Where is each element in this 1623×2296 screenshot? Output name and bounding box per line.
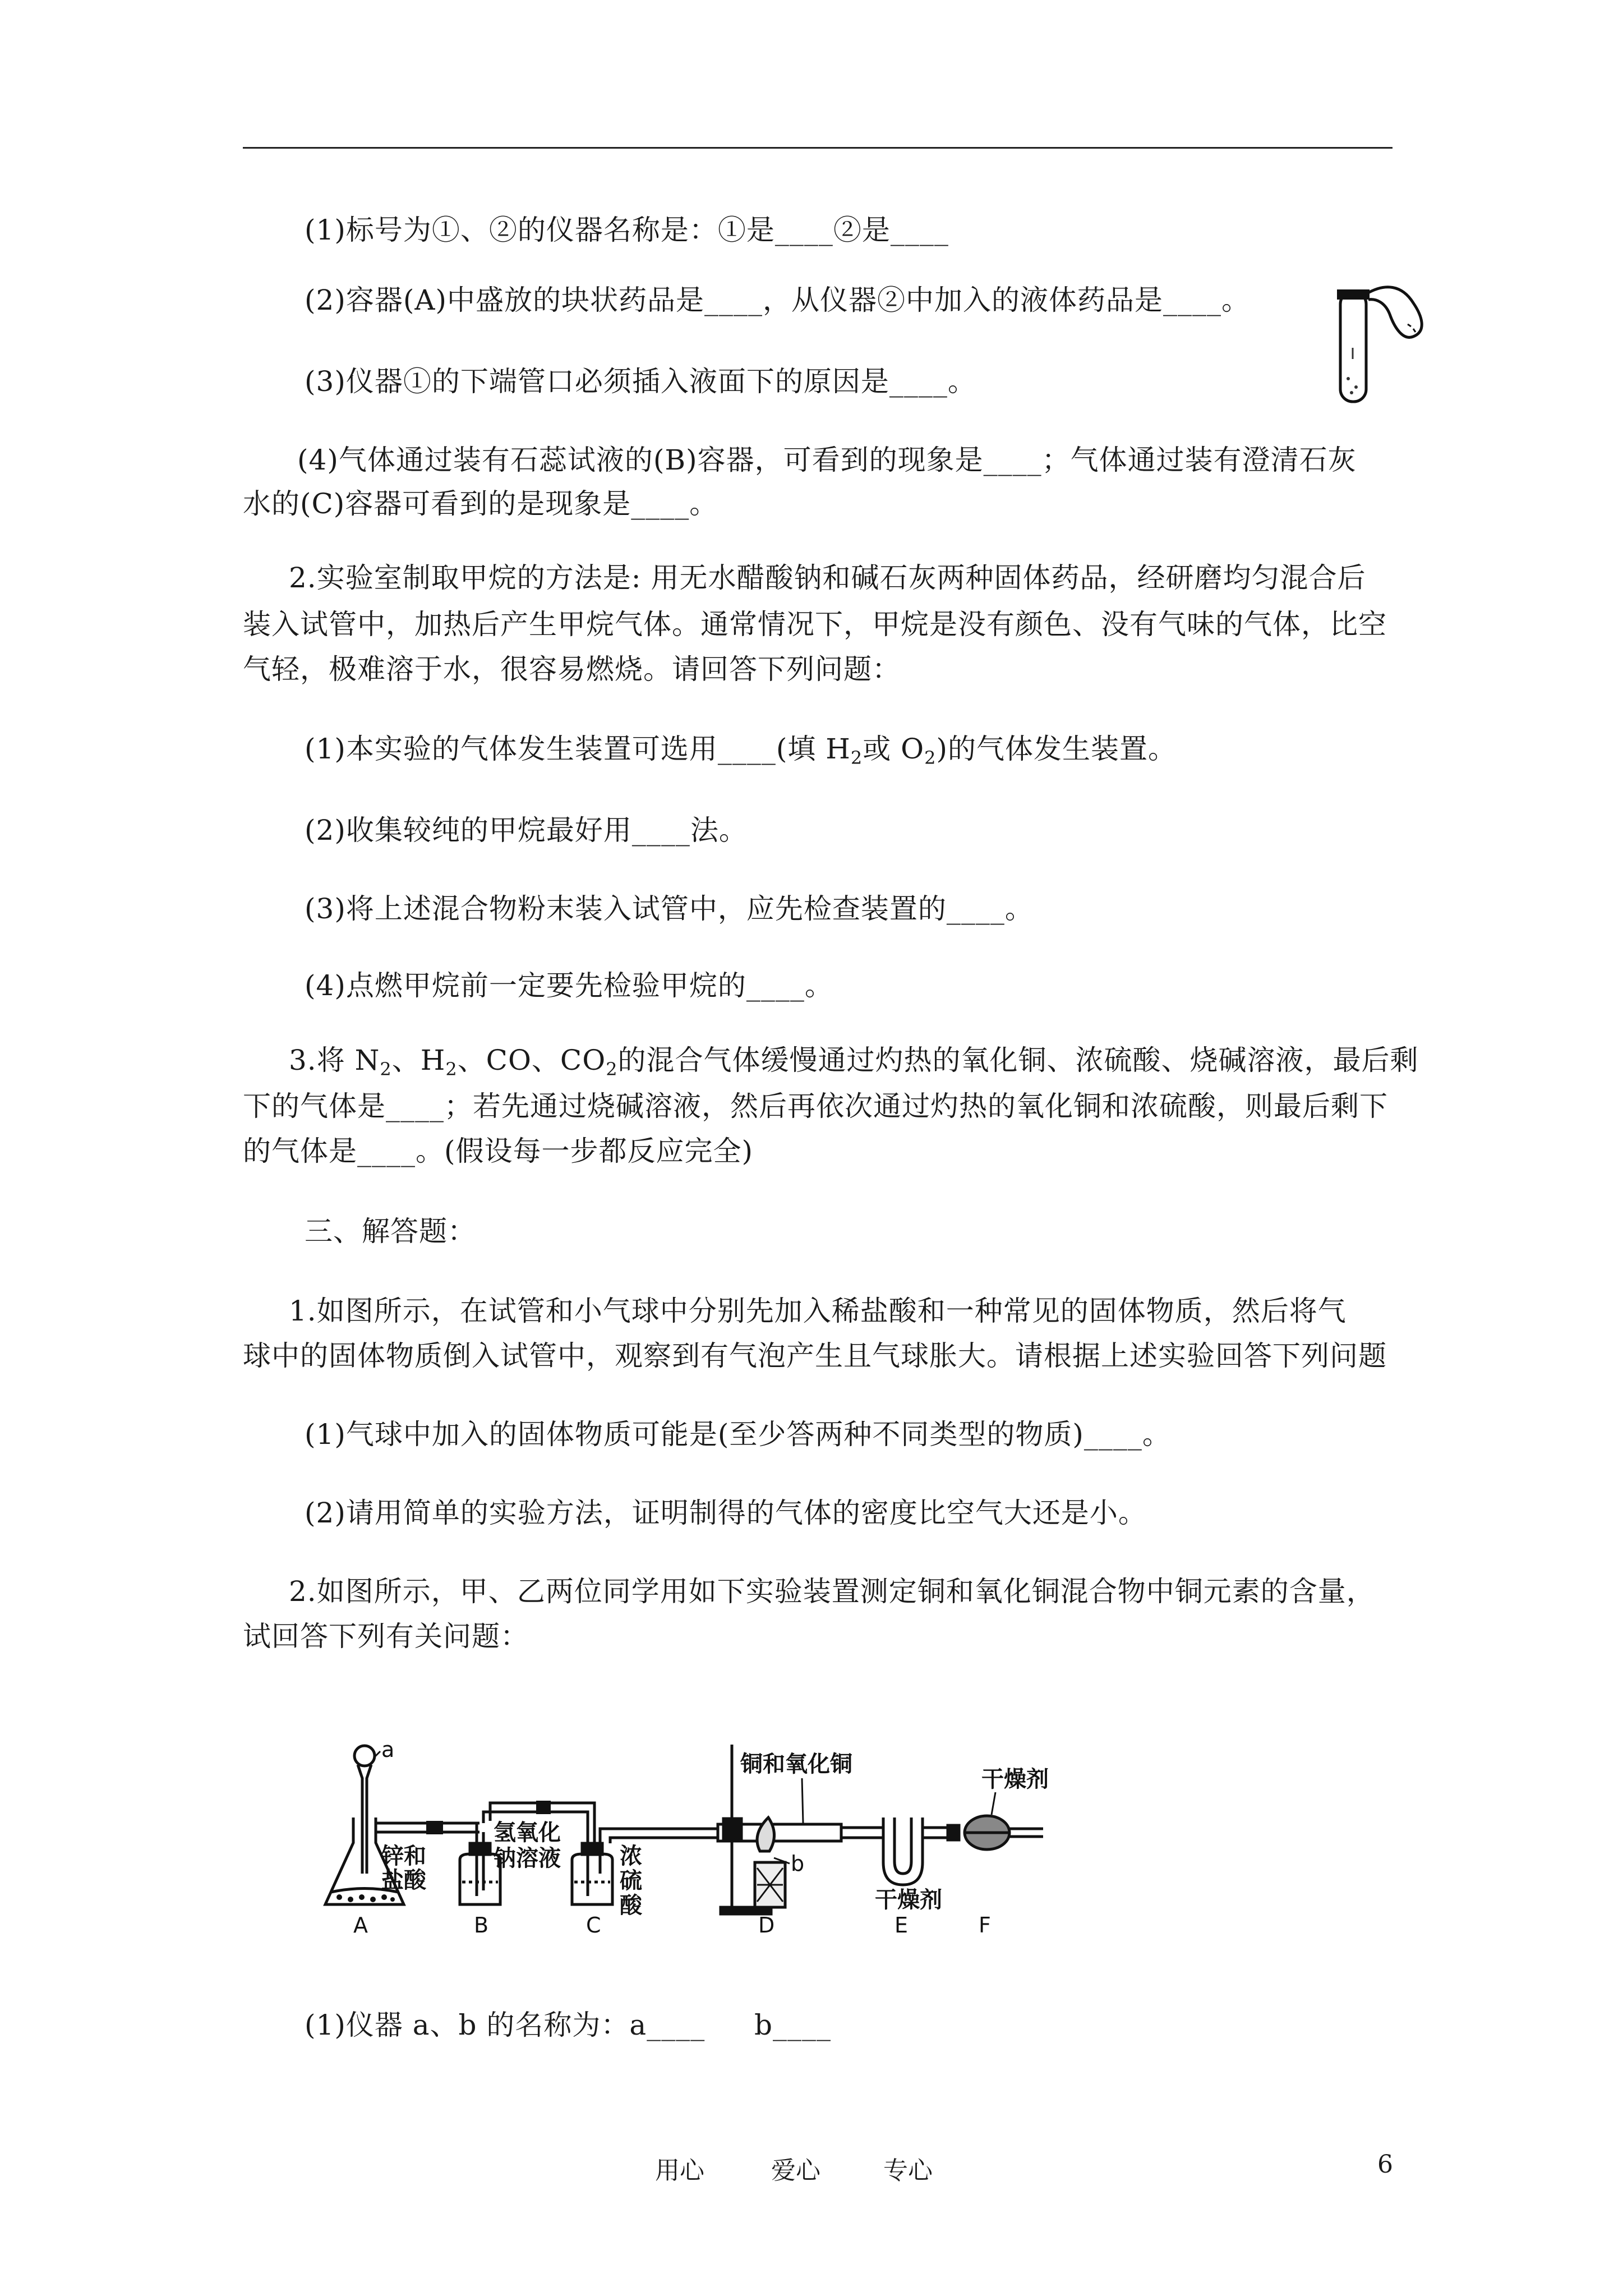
s2-question-3: (3)将上述混合物粉末装入试管中，应先检查装置的____。 bbox=[305, 892, 1034, 925]
apparatus-diagram bbox=[314, 1733, 1088, 1947]
u-tube-e bbox=[883, 1818, 953, 1885]
s1-question-3: (3)仪器①的下端管口必须插入液面下的原因是____。 bbox=[305, 365, 976, 398]
s1-question-4-line-2: 水的(C)容器可看到的是现象是____。 bbox=[243, 487, 718, 520]
s3-part-c: 、CO、CO bbox=[457, 1044, 606, 1076]
test-tube-balloon-figure bbox=[1324, 280, 1436, 409]
s2-q1-pre: (1)本实验的气体发生装置可选用____(填 H bbox=[305, 733, 851, 765]
letter-d: D bbox=[758, 1913, 775, 1938]
flask-text-1: 锌和 bbox=[381, 1843, 426, 1869]
s2-q1-sub-2: 2 bbox=[924, 747, 937, 769]
s3-part-b: 、H bbox=[391, 1044, 446, 1076]
footer-motto-3: 专心 bbox=[883, 2156, 933, 2185]
s3-part-a: 3.将 N bbox=[289, 1044, 380, 1076]
dryer-text: 干燥剂 bbox=[981, 1766, 1049, 1792]
s2-paragraph-line-2: 装入试管中，加热后产生甲烷气体。通常情况下，甲烷是没有颜色、没有气味的气体，比空 bbox=[243, 608, 1387, 641]
s2-question-2: (2)收集较纯的甲烷最好用____法。 bbox=[305, 814, 748, 846]
s2-paragraph-line-1: 2.实验室制取甲烷的方法是: 用无水醋酸钠和碱石灰两种固体药品，经研磨均匀混合后 bbox=[289, 562, 1366, 594]
s3-line-1 bbox=[289, 1043, 1419, 1086]
header-rule bbox=[243, 147, 1393, 149]
s1-question-2: (2)容器(A)中盛放的块状药品是____，从仪器②中加入的液体药品是____。 bbox=[305, 284, 1250, 316]
p2-question-1-a: (1)仪器 a、b 的名称为：a____ bbox=[305, 2009, 706, 2041]
p2-question-1-b: b____ bbox=[754, 2009, 832, 2041]
label-b: b bbox=[791, 1851, 805, 1876]
bottle-c-text-1: 浓 bbox=[620, 1843, 642, 1869]
s3-sub-2: 2 bbox=[445, 1059, 458, 1080]
letter-e: E bbox=[895, 1913, 909, 1938]
footer-motto-1: 用心 bbox=[655, 2156, 704, 2185]
flask-text-2: 盐酸 bbox=[381, 1867, 426, 1893]
p2-line-1: 2.如图所示，甲、乙两位同学用如下实验装置测定铜和氧化铜混合物中铜元素的含量， bbox=[289, 1575, 1375, 1608]
s2-q1-sub-1: 2 bbox=[850, 747, 863, 769]
footer-motto-2: 爱心 bbox=[771, 2156, 820, 2185]
s3-sub-3: 2 bbox=[606, 1059, 618, 1080]
bottle-c-text-2: 硫 bbox=[620, 1868, 642, 1894]
bottle-b-text-2: 钠溶液 bbox=[494, 1846, 561, 1871]
s2-paragraph-line-3: 气轻，极难溶于水，很容易燃烧。请回答下列问题： bbox=[243, 653, 901, 685]
section-heading: 三、解答题： bbox=[305, 1215, 476, 1248]
p1-question-2: (2)请用简单的实验方法，证明制得的气体的密度比空气大还是小。 bbox=[305, 1497, 1147, 1529]
label-a: a bbox=[381, 1737, 395, 1762]
s3-sub-1: 2 bbox=[380, 1059, 392, 1080]
page-number: 6 bbox=[1377, 2150, 1393, 2179]
s3-part-d: 的混合气体缓慢通过灼热的氧化铜、浓硫酸、烧碱溶液，最后剩 bbox=[617, 1044, 1419, 1076]
drying-tube-f bbox=[948, 1816, 1043, 1849]
p1-line-1: 1.如图所示，在试管和小气球中分别先加入稀盐酸和一种常见的固体物质，然后将气 bbox=[289, 1295, 1347, 1327]
letter-c: C bbox=[586, 1913, 601, 1938]
tube-text: 铜和氧化铜 bbox=[740, 1751, 852, 1777]
p1-line-2: 球中的固体物质倒入试管中，观察到有气泡产生且气球胀大。请根据上述实验回答下列问题 bbox=[243, 1340, 1387, 1372]
u-tube-text: 干燥剂 bbox=[875, 1887, 942, 1913]
bottle-c-text-3: 酸 bbox=[620, 1893, 642, 1918]
s2-question-1 bbox=[305, 732, 1177, 775]
s2-q1-post: )的气体发生装置。 bbox=[936, 733, 1177, 765]
bottle-c bbox=[572, 1843, 612, 1904]
p2-line-2: 试回答下列有关问题： bbox=[243, 1620, 529, 1653]
s1-question-4-line-1: (4)气体通过装有石蕊试液的(B)容器，可看到的现象是____；气体通过装有澄清石灰 bbox=[297, 444, 1357, 476]
bottle-b-text-1: 氢氧化 bbox=[494, 1820, 561, 1846]
s3-line-2: 下的气体是____；若先通过烧碱溶液，然后再依次通过灼热的氧化铜和浓硫酸，则最后剩下 bbox=[243, 1090, 1388, 1122]
s2-question-4: (4)点燃甲烷前一定要先检验甲烷的____。 bbox=[305, 969, 833, 1002]
letter-b: B bbox=[474, 1913, 489, 1938]
flask-particles bbox=[336, 1894, 395, 1902]
letter-f: F bbox=[979, 1913, 991, 1938]
s1-question-1: (1)标号为①、②的仪器名称是：①是____②是____ bbox=[305, 214, 949, 246]
connector-1 bbox=[426, 1821, 443, 1834]
connector-2 bbox=[536, 1801, 551, 1814]
p1-question-1: (1)气球中加入的固体物质可能是(至少答两种不同类型的物质)____。 bbox=[305, 1418, 1171, 1451]
letter-a: A bbox=[353, 1913, 368, 1938]
s2-q1-mid: 或 O bbox=[863, 733, 925, 765]
s3-line-3: 的气体是____。(假设每一步都反应完全) bbox=[243, 1135, 754, 1167]
